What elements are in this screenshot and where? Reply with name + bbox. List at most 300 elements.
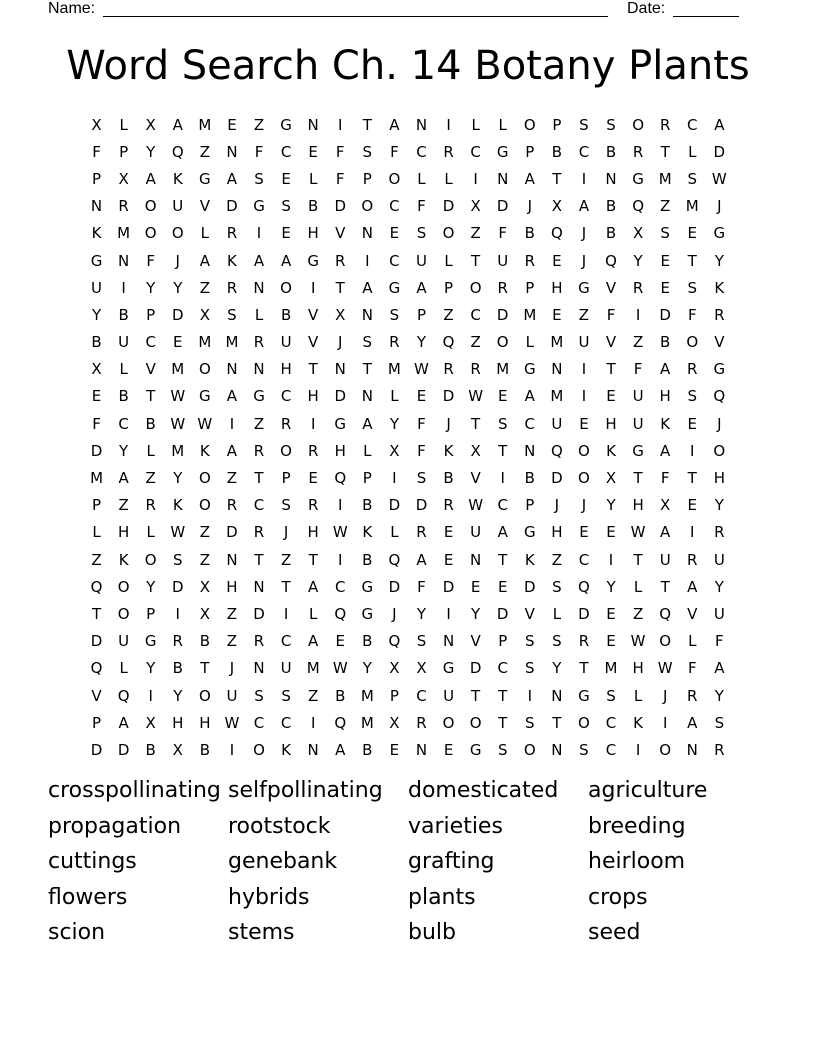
grid-letter: T [362, 115, 372, 134]
grid-letter: G [523, 523, 536, 542]
grid-letter: F [335, 169, 345, 188]
grid-letter: C [578, 550, 590, 569]
grid-letter: N [118, 251, 130, 270]
word-list-item: domesticated [408, 778, 559, 803]
grid-letter: S [362, 142, 373, 161]
grid-letter: T [335, 278, 345, 297]
grid-letter: X [335, 305, 346, 324]
word-list-item: propagation [48, 813, 182, 839]
grid-letter: U [226, 686, 238, 705]
grid-letter: R [416, 713, 427, 732]
grid-letter: A [578, 197, 590, 216]
grid-letter: E [606, 632, 616, 651]
grid-letter: D [90, 632, 103, 651]
grid-letter: Y [146, 278, 156, 297]
grid-letter: B [443, 469, 454, 488]
grid-letter: R [443, 360, 454, 379]
grid-row [83, 220, 733, 247]
grid-letter: I [283, 604, 289, 623]
grid-letter: T [498, 550, 508, 569]
grid-letter: U [91, 278, 103, 297]
grid-letter: B [308, 197, 319, 216]
grid-letter: Q [171, 142, 184, 161]
grid-letter: M [198, 333, 212, 352]
grid-letter: L [633, 577, 643, 596]
word-list-item: selfpollinating [228, 778, 383, 803]
grid-letter: T [254, 550, 264, 569]
grid-letter: V [605, 333, 617, 352]
grid-letter: W [414, 360, 429, 379]
grid-letter: O [280, 278, 292, 297]
grid-letter: I [690, 441, 695, 460]
grid-letter: S [416, 469, 427, 488]
grid-letter: N [226, 360, 238, 379]
grid-letter: A [335, 740, 346, 759]
grid-letter: Z [470, 224, 481, 243]
grid-letter: N [307, 115, 319, 134]
grid-letter: G [361, 577, 374, 596]
grid-row [83, 736, 733, 763]
grid-letter: L [119, 115, 128, 134]
grid-letter: H [307, 523, 319, 542]
grid-letter: D [90, 740, 103, 759]
grid-letter: N [361, 224, 373, 243]
grid-letter: M [171, 360, 185, 379]
grid-letter: X [470, 197, 481, 216]
name-blank-line [103, 16, 608, 17]
grid-letter: W [224, 713, 240, 732]
grid-letter: O [523, 740, 536, 759]
grid-letter: C [280, 632, 292, 651]
grid-letter: I [446, 115, 451, 134]
grid-letter: Z [226, 604, 238, 623]
grid-letter: N [334, 360, 346, 379]
grid-letter: Z [443, 305, 454, 324]
word-list-item: agriculture [588, 778, 708, 803]
grid-letter: I [121, 278, 126, 297]
grid-letter: E [173, 333, 183, 352]
grid-row [83, 628, 733, 655]
grid-letter: L [254, 305, 264, 324]
grid-letter: N [415, 115, 428, 134]
word-list-item: crops [588, 884, 648, 910]
grid-letter: W [170, 387, 186, 406]
grid-letter: H [551, 523, 563, 542]
grid-letter: Z [226, 469, 238, 488]
grid-letter: A [714, 115, 725, 134]
grid-letter: G [199, 387, 211, 406]
grid-letter: O [578, 469, 590, 488]
grid-letter: U [659, 550, 671, 569]
grid-letter: B [335, 686, 346, 705]
grid-letter: J [527, 197, 532, 216]
grid-letter: N [253, 659, 265, 678]
grid-letter: Z [199, 550, 210, 569]
grid-letter: U [632, 387, 644, 406]
grid-letter: I [608, 550, 614, 569]
grid-letter: T [471, 686, 481, 705]
grid-letter: F [687, 659, 697, 678]
grid-letter: L [146, 441, 155, 460]
grid-letter: F [417, 577, 426, 596]
grid-letter: A [389, 115, 400, 134]
header [0, 0, 816, 20]
word-list-item: plants [408, 884, 476, 910]
grid-letter: I [690, 523, 695, 542]
grid-letter: D [415, 496, 428, 515]
grid-letter: E [552, 251, 562, 270]
grid-letter: Y [471, 604, 481, 623]
grid-letter: T [660, 577, 670, 596]
grid-letter: X [118, 169, 129, 188]
grid-letter: Q [90, 659, 103, 678]
grid-letter: L [390, 387, 399, 406]
grid-letter: O [361, 197, 374, 216]
grid-letter: Z [470, 333, 481, 352]
grid-row [83, 247, 733, 274]
grid-letter: S [525, 659, 535, 678]
grid-letter: E [443, 550, 454, 569]
grid-letter: Z [660, 197, 671, 216]
grid-letter: D [442, 387, 455, 406]
word-list-item: varieties [408, 813, 503, 839]
grid-letter: Y [91, 305, 102, 324]
grid-letter: O [578, 713, 590, 732]
word-list-item: crosspollinating [48, 778, 221, 803]
word-search-grid [83, 111, 733, 764]
grid-letter: E [443, 523, 454, 542]
grid-letter: I [310, 713, 316, 732]
grid-letter: S [416, 632, 427, 651]
grid-letter: F [390, 142, 399, 161]
grid-letter: L [390, 523, 399, 542]
grid-letter: O [198, 469, 211, 488]
grid-letter: J [338, 333, 343, 352]
grid-letter: J [717, 197, 722, 216]
grid-letter: A [280, 251, 292, 270]
grid-letter: X [632, 224, 644, 243]
grid-letter: C [470, 142, 481, 161]
grid-letter: C [470, 305, 481, 324]
word-list-item: hybrids [228, 884, 310, 910]
grid-letter: O [144, 550, 157, 569]
grid-letter: H [605, 414, 617, 433]
grid-letter: W [170, 523, 186, 542]
grid-letter: D [388, 577, 401, 596]
grid-letter: M [550, 333, 564, 352]
grid-letter: P [552, 115, 562, 134]
grid-letter: M [225, 333, 239, 352]
grid-letter: K [660, 414, 671, 433]
grid-letter: D [117, 740, 130, 759]
grid-letter: N [605, 169, 617, 188]
grid-letter: M [604, 659, 618, 678]
grid-letter: J [581, 224, 587, 243]
grid-letter: C [389, 251, 400, 270]
grid-letter: Z [253, 115, 265, 134]
grid-letter: N [551, 740, 563, 759]
grid-letter: X [91, 360, 102, 379]
grid-letter: X [389, 441, 400, 460]
grid-letter: E [606, 523, 616, 542]
grid-letter: A [226, 387, 238, 406]
grid-letter: G [578, 278, 590, 297]
grid-letter: T [471, 414, 481, 433]
grid-letter: I [175, 604, 180, 623]
grid-letter: U [172, 197, 184, 216]
grid-letter: K [443, 441, 454, 460]
grid-letter: L [688, 142, 697, 161]
grid-letter: X [551, 197, 562, 216]
grid-letter: L [308, 169, 318, 188]
grid-letter: Y [714, 496, 724, 515]
grid-letter: D [551, 469, 563, 488]
grid-letter: N [415, 740, 428, 759]
grid-letter: L [119, 360, 128, 379]
grid-letter: Q [388, 632, 401, 651]
grid-letter: P [146, 305, 156, 324]
grid-row [83, 492, 733, 519]
grid-letter: Y [173, 686, 183, 705]
grid-letter: Z [551, 550, 562, 569]
grid-letter: R [253, 441, 265, 460]
grid-letter: X [199, 604, 210, 623]
grid-letter: V [308, 333, 319, 352]
grid-letter: I [310, 278, 316, 297]
grid-letter: S [497, 740, 508, 759]
grid-letter: G [713, 224, 726, 243]
grid-letter: D [442, 197, 455, 216]
grid-letter: V [199, 197, 210, 216]
grid-letter: Q [550, 224, 563, 243]
grid-letter: U [497, 251, 509, 270]
grid-letter: W [657, 659, 673, 678]
grid-letter: O [117, 577, 130, 596]
grid-letter: R [307, 496, 319, 515]
grid-letter: D [496, 197, 509, 216]
grid-letter: T [633, 550, 643, 569]
grid-letter: D [226, 197, 238, 216]
grid-letter: B [199, 632, 210, 651]
grid-row [83, 410, 733, 437]
grid-letter: Z [253, 414, 265, 433]
grid-letter: S [552, 577, 562, 596]
grid-letter: M [550, 387, 564, 406]
grid-letter: T [281, 577, 291, 596]
grid-letter: Q [334, 604, 347, 623]
grid-letter: M [658, 169, 672, 188]
grid-letter: P [146, 604, 156, 623]
grid-letter: V [91, 686, 102, 705]
grid-letter: E [335, 632, 345, 651]
grid-letter: R [172, 632, 183, 651]
grid-letter: M [198, 115, 212, 134]
grid-letter: K [714, 278, 725, 297]
grid-letter: M [306, 659, 320, 678]
word-list [48, 778, 768, 956]
grid-letter: J [283, 523, 289, 542]
grid-letter: R [687, 550, 698, 569]
grid-letter: V [605, 278, 617, 297]
grid-letter: J [229, 659, 235, 678]
grid-letter: D [442, 577, 455, 596]
grid-letter: L [552, 604, 562, 623]
grid-letter: L [363, 441, 372, 460]
grid-letter: P [362, 469, 372, 488]
grid-letter: J [581, 251, 587, 270]
grid-letter: U [443, 686, 455, 705]
grid-letter: Y [606, 496, 616, 515]
grid-letter: D [253, 604, 265, 623]
grid-letter: A [308, 632, 319, 651]
grid-letter: A [497, 523, 508, 542]
grid-letter: G [496, 142, 509, 161]
grid-letter: W [630, 523, 646, 542]
grid-letter: K [524, 550, 535, 569]
word-list-item: rootstock [228, 813, 331, 839]
grid-letter: N [442, 632, 455, 651]
grid-letter: K [91, 224, 102, 243]
grid-letter: D [388, 496, 401, 515]
word-list-item: seed [588, 920, 641, 945]
grid-letter: Y [714, 251, 724, 270]
grid-letter: B [524, 469, 535, 488]
grid-letter: C [253, 713, 265, 732]
grid-letter: R [226, 496, 238, 515]
grid-letter: T [687, 469, 697, 488]
grid-letter: C [416, 686, 427, 705]
grid-letter: B [362, 632, 373, 651]
grid-letter: X [416, 659, 427, 678]
grid-letter: K [118, 550, 129, 569]
grid-letter: G [334, 414, 347, 433]
grid-letter: Y [146, 142, 156, 161]
grid-letter: P [525, 496, 535, 515]
grid-letter: C [687, 115, 698, 134]
grid-letter: E [497, 387, 508, 406]
grid-letter: H [632, 659, 644, 678]
grid-letter: O [171, 224, 184, 243]
grid-letter: U [415, 251, 427, 270]
grid-letter: A [226, 441, 238, 460]
grid-letter: T [498, 686, 508, 705]
grid-letter: D [90, 441, 103, 460]
grid-letter: E [308, 469, 318, 488]
grid-letter: N [470, 550, 482, 569]
grid-letter: M [387, 360, 401, 379]
grid-letter: V [714, 333, 725, 352]
grid-letter: U [551, 414, 563, 433]
grid-letter: C [578, 142, 590, 161]
grid-letter: B [551, 142, 563, 161]
grid-letter: E [579, 414, 589, 433]
grid-letter: J [581, 496, 587, 515]
grid-letter: O [469, 713, 482, 732]
grid-letter: Y [416, 604, 427, 623]
grid-letter: L [444, 251, 453, 270]
grid-letter: I [446, 604, 451, 623]
grid-letter: C [280, 387, 292, 406]
grid-letter: E [497, 577, 508, 596]
grid-letter: D [334, 197, 347, 216]
grid-letter: U [578, 333, 590, 352]
grid-letter: Y [173, 469, 183, 488]
grid-letter: Z [91, 550, 102, 569]
grid-letter: N [226, 550, 238, 569]
grid-letter: W [468, 496, 484, 515]
grid-letter: I [662, 713, 668, 732]
grid-letter: T [498, 713, 508, 732]
grid-letter: D [469, 659, 482, 678]
grid-letter: E [443, 740, 454, 759]
grid-letter: F [715, 632, 724, 651]
grid-letter: Q [334, 713, 347, 732]
grid-letter: V [470, 469, 481, 488]
grid-letter: Y [146, 659, 156, 678]
grid-letter: A [687, 577, 698, 596]
grid-letter: O [442, 224, 455, 243]
grid-letter: I [338, 550, 343, 569]
grid-letter: D [226, 523, 238, 542]
grid-letter: X [172, 740, 183, 759]
grid-letter: D [713, 142, 726, 161]
grid-letter: I [256, 224, 262, 243]
grid-letter: A [660, 523, 671, 542]
grid-letter: D [171, 305, 184, 324]
grid-letter: Z [632, 333, 644, 352]
grid-letter: T [660, 142, 670, 161]
grid-row [83, 709, 733, 736]
grid-letter: O [253, 740, 265, 759]
grid-letter: Q [442, 333, 455, 352]
grid-letter: T [633, 469, 643, 488]
grid-letter: U [118, 632, 130, 651]
grid-letter: B [145, 414, 156, 433]
grid-letter: E [470, 577, 481, 596]
grid-letter: O [388, 169, 401, 188]
word-list-item: stems [228, 920, 295, 945]
grid-letter: N [686, 740, 698, 759]
grid-letter: G [253, 387, 265, 406]
grid-letter: B [118, 387, 129, 406]
grid-letter: S [687, 169, 698, 188]
grid-letter: X [605, 469, 617, 488]
grid-letter: I [635, 740, 641, 759]
grid-letter: I [527, 686, 532, 705]
grid-letter: R [497, 278, 508, 297]
grid-letter: U [280, 659, 292, 678]
grid-letter: Y [389, 414, 399, 433]
grid-letter: I [148, 686, 153, 705]
grid-letter: E [660, 251, 670, 270]
grid-letter: C [524, 414, 536, 433]
grid-letter: N [361, 387, 373, 406]
grid-letter: A [362, 414, 373, 433]
grid-letter: U [280, 333, 292, 352]
grid-letter: Y [633, 251, 643, 270]
grid-letter: T [146, 387, 156, 406]
grid-letter: S [389, 305, 400, 324]
grid-letter: X [389, 713, 400, 732]
grid-letter: E [416, 387, 427, 406]
grid-letter: L [119, 659, 128, 678]
grid-letter: J [392, 604, 397, 623]
grid-letter: E [687, 414, 697, 433]
grid-letter: N [551, 686, 563, 705]
grid-row [83, 111, 733, 138]
grid-letter: E [687, 496, 697, 515]
grid-letter: O [632, 115, 644, 134]
